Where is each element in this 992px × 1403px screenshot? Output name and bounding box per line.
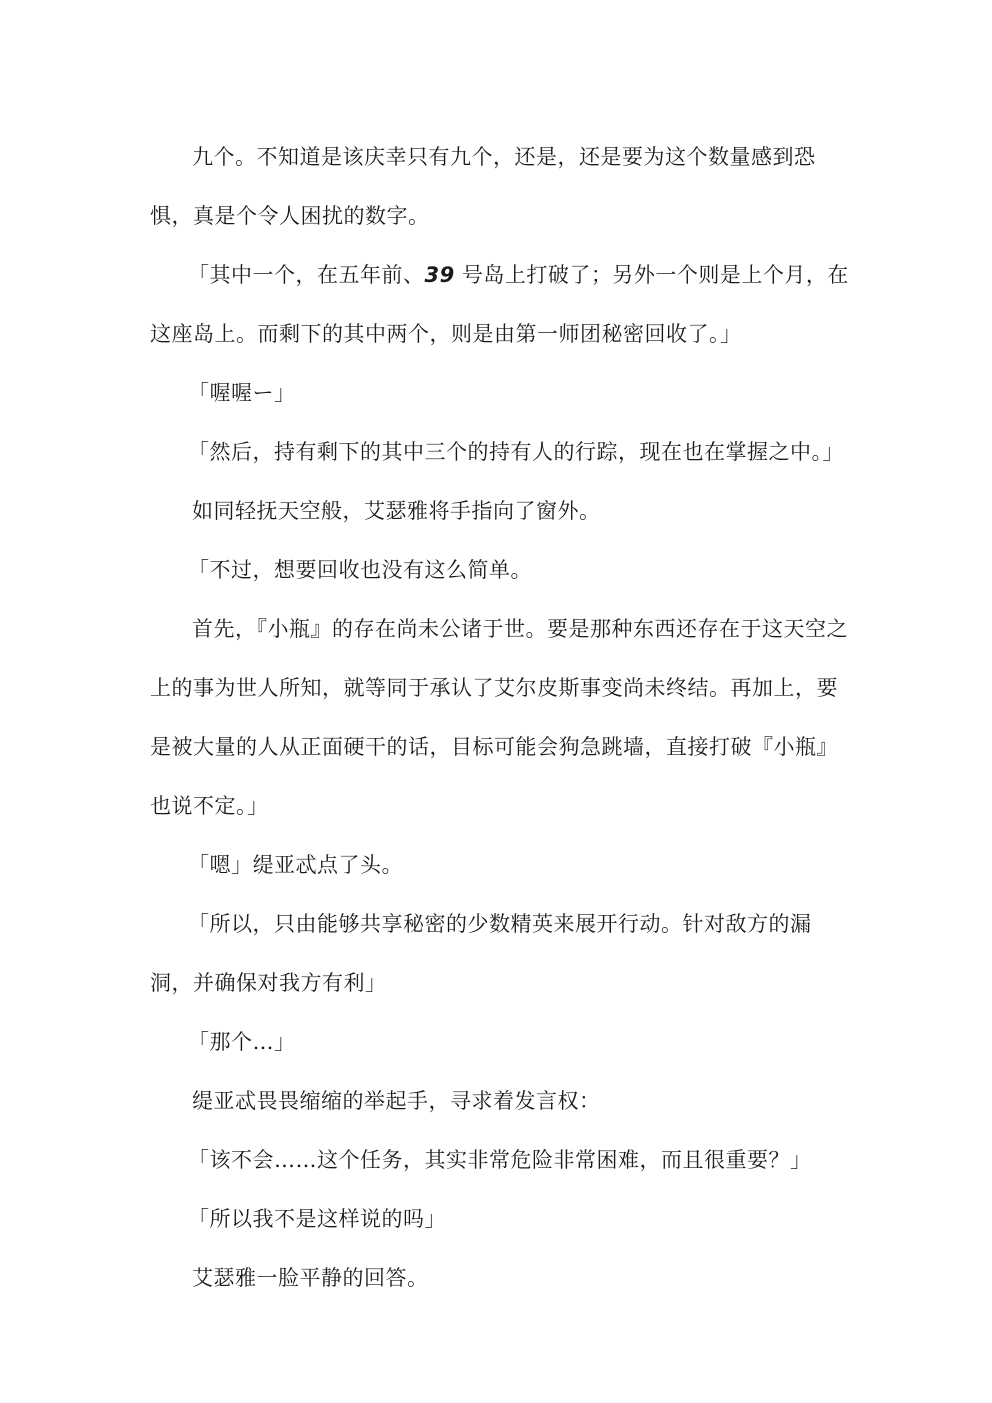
paragraph-3: 「喔喔ー」 xyxy=(188,381,296,405)
paragraph-13: 「所以我不是这样说的吗」 xyxy=(188,1207,446,1231)
paragraph-2-part-1: 「其中一个，在五年前、 xyxy=(188,263,425,287)
paragraph-11: 缇亚忒畏畏缩缩的举起手，寻求着发言权： xyxy=(192,1089,601,1113)
paragraph-6: 「不过，想要回收也没有这么简单。 xyxy=(188,558,532,582)
paragraph-8: 「嗯」缇亚忒点了头。 xyxy=(188,853,403,877)
paragraph-12: 「该不会……这个任务，其实非常危险非常困难，而且很重要？」 xyxy=(188,1148,812,1172)
paragraph-9: 「所以，只由能够共享秘密的少数精英来展开行动。针对敌方的漏洞，并确保对我方有利」 xyxy=(150,912,812,995)
paragraph-4: 「然后，持有剩下的其中三个的持有人的行踪，现在也在掌握之中。」 xyxy=(188,440,844,464)
paragraph-10: 「那个…」 xyxy=(188,1030,296,1054)
paragraph-7: 首先，『小瓶』的存在尚未公诸于世。要是那种东西还存在于这天空之上的事为世人所知，就等同于承认了艾尔皮斯事变尚未终结。再加上，要是被大量的人从正面硬干的话，目标可能会狗急跳墙，直接打破『小瓶』也说不定。」 xyxy=(150,617,848,818)
island-number: 39 xyxy=(424,263,455,287)
paragraph-2 xyxy=(150,246,850,364)
paragraph-5: 如同轻抚天空般，艾瑟雅将手指向了窗外。 xyxy=(192,499,601,523)
paragraph-1: 九个。不知道是该庆幸只有九个，还是，还是要为这个数量感到恐惧，真是个令人困扰的数字。 xyxy=(150,145,816,228)
paragraph-2-part-2: 号岛上打破了；另外一个则是上个月，在这座岛上。而剩下的其中两个，则是由第一师团秘密回收了。」 xyxy=(150,263,849,346)
document-page xyxy=(150,128,850,1308)
paragraph-14: 艾瑟雅一脸平静的回答。 xyxy=(192,1266,429,1290)
